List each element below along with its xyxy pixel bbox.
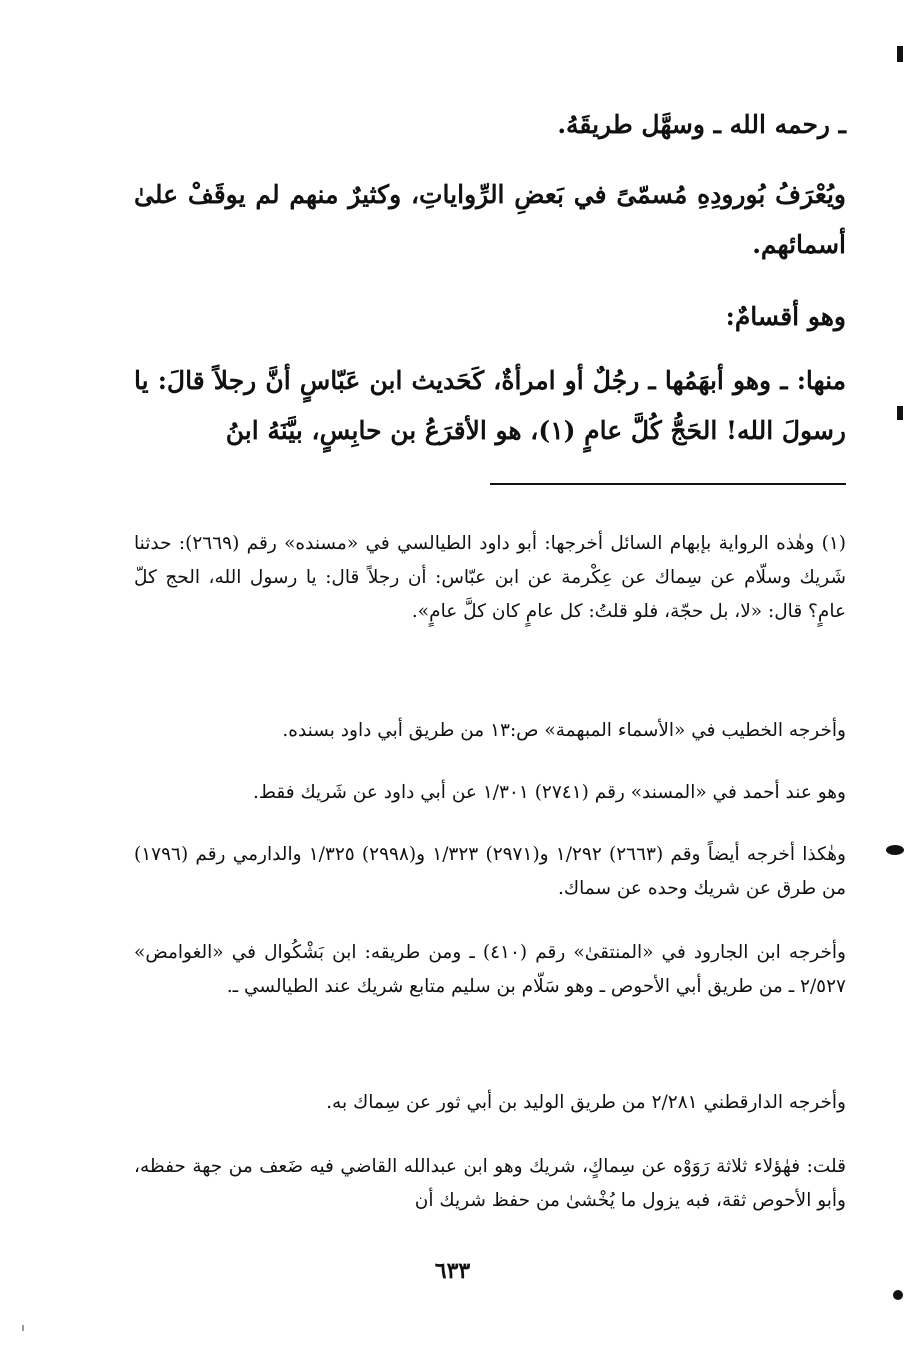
scan-mark-corner: [22, 1325, 24, 1331]
body-paragraph-1: ـ رحمه الله ـ وسهَّل طريقَهُ.: [557, 110, 846, 139]
footnote-paragraph-7: قلت: فهٰؤلاء ثلاثة رَوَوْه عن سِماكٍ، شريك وهو ابن عبدالله القاضي فيه ضَعف من جهة حفظه، وأبو الأحوص ثقة، فبه يزول ما يُخْشىٰ من حفظ شريك أن: [134, 1156, 846, 1211]
body-heading-aqsam: وهو أقسامٌ:: [725, 302, 846, 331]
footnote-paragraph-3: وهو عند أحمد في «المسند» رقم (٢٧٤١) ١/٣٠١ عن أبي داود عن شَريك فقط.: [252, 782, 846, 803]
footnote-paragraph-2: وأخرجه الخطيب في «الأسماء المبهمة» ص:١٣ من طريق أبي داود بسنده.: [282, 720, 846, 741]
footnote-paragraph-5: وأخرجه ابن الجارود في «المنتقىٰ» رقم (٤١٠) ـ ومن طريقه: ابن بَشْكُوال في «الغوامض» ٢/٥٢٧ ـ من طريق أبي الأحوص ـ وهو سَلّام بن سليم متابع شريك عند الطيالسي ـ.: [134, 942, 846, 997]
scan-mark-lower: [886, 845, 904, 855]
scan-mark-top: [897, 46, 903, 62]
footnote-1: (١) وهٰذه الرواية بإبهام السائل أخرجها: أبو داود الطيالسي في «مسنده» رقم (٢٦٦٩): حدثنا شَريك وسلّام عن سِماك عن عِكْرمة عن ابن عبّاس: أن رجلاً قال: يا رسول الله، الحج كلّ عامٍ؟ قال: «لا، بل حجّة، فلو قلتُ: كل عامٍ كان كلَّ عامٍ».: [134, 533, 846, 622]
footnote-paragraph-4: وهٰكذا أخرجه أيضاً وقم (٢٦٦٣) ١/٢٩٢ و(٢٩٧١) ١/٣٢٣ و(٢٩٩٨) ١/٣٢٥ والدارمي رقم (١٧٩٦) من طرق عن شريك وحده عن سماك.: [134, 844, 846, 899]
body-paragraph-2: ويُعْرَفُ بُورودِهِ مُسمّىً في بَعضِ الرِّواياتِ، وكثيرٌ منهم لم يوقَفْ علىٰ أسمائهم.: [134, 180, 846, 259]
footnote-paragraph-6: وأخرجه الدارقطني ٢/٢٨١ من طريق الوليد بن أبي ثور عن سِماك به.: [326, 1092, 846, 1113]
page-number: ٦٣٣: [434, 1258, 471, 1284]
body-paragraph-4: منها: ـ وهو أبهَمُها ـ رجُلٌ أو امرأةٌ، كَحَديث ابن عَبّاسٍ أنَّ رجلاً قالَ: يا رسولَ الله! الحَجُّ كُلَّ عامٍ (١)، هو الأقرَعُ بن حابِسٍ، بيَّنَهُ ابنُ: [134, 366, 846, 445]
footnote-separator: [490, 483, 846, 485]
scan-mark-bottom: [893, 1290, 903, 1300]
scan-mark-middle: [897, 406, 903, 420]
